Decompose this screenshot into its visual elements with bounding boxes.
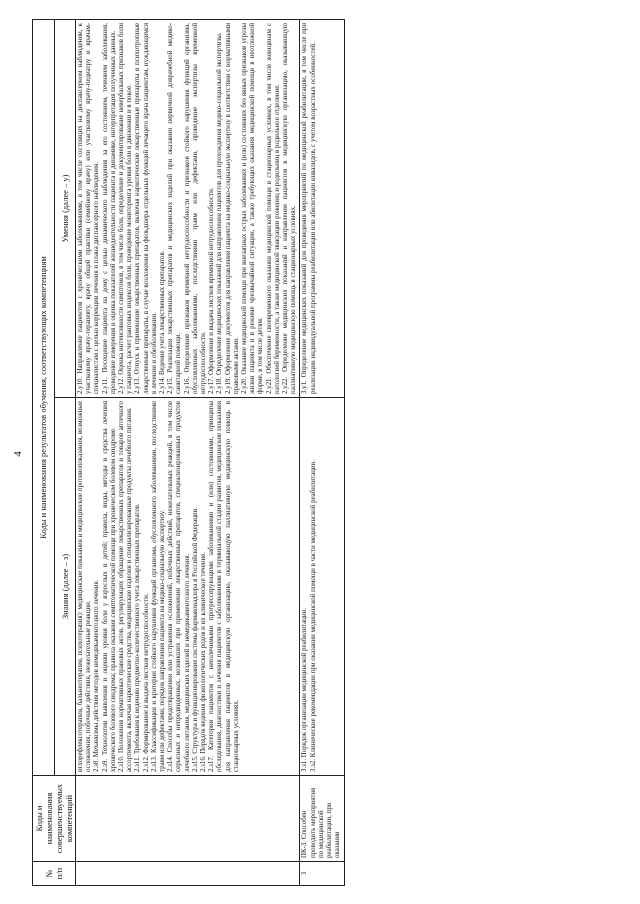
skill-item: 2.у10. Направление пациентов с хроническими заболеваниями, в том числе состоящих на диспансерном наблюдении, к участковому врачу-терапевту, врачу общей практики (семейному врачу) или участковому врачу-педиатру и врачам-специалистам с целью коррекции лечения и плана диспансерного наблюдения. (77, 22, 101, 394)
header-codes: Коды и наименования совершенствуемых компетенций (33, 776, 76, 862)
knowledge-item: 2.з12. Формирование и выдача листков нетрудоспособности. (142, 593, 150, 772)
skill-item: 2.у22. Определение медицинских показаний и направление пациентов в медицинскую организацию, оказывающую паллиативную медицинскую помощь в стационарных условиях. (282, 22, 298, 394)
knowledge-item: 2.з8. Механизмы действия методов немедикаментозного лечения. (93, 579, 101, 772)
skill-item: 2.у12. Оценка интенсивности симптомов, в том числе боли, определение и документирование невербальных признаков боли у пациента, расчет ранговых индексов боли, проведение мониторинга уровня боли в движении и в покое. (118, 22, 134, 394)
knowledge-item: 2.з15. Структура и функционирование системы фармаконадзора в Российской Федерации. (191, 507, 199, 772)
skill-item: 2.у16. Определение признаков временной нетрудоспособности и признаков стойкого нарушения функций организма, обусловленных заболеваниями, последствиями травм или дефектами, проведение экспертизы временной нетрудоспособности. (183, 22, 208, 394)
row2-num-cell (76, 862, 300, 886)
rotated-page (10, 14, 630, 894)
row2-skills-cell (76, 19, 300, 397)
results-table (32, 19, 345, 886)
row3-skills-cell (300, 19, 344, 397)
knowledge-item: 3.з1. Порядок организации медицинской реабилитации. (301, 608, 309, 772)
skill-item: 2.у11. Посещение пациента на дому с целью динамического наблюдения за его состоянием, течением заболевания, проведение измерения и оценка показателей жизнедеятельности пациента в динамике, интерпретация полученных данных. (101, 22, 117, 394)
header-skills: Умения (далее – у) (54, 19, 76, 397)
knowledge-item: 2.з17. Категории пациентов с неизлечимыми прогрессирующими заболеваниями и (или) состояниями, принципы обследования, диагностики и лечения пациентов с заболеваниями в терминальной стадии развития, медицинские показания для направления пациентов в медицинскую организацию, оказывающую паллиативную медицинскую помощь в стационарных условиях. (208, 401, 240, 772)
row2-competency-cell (76, 776, 300, 862)
table-header-row (33, 19, 55, 885)
knowledge-item: 2.з9. Технологии выявления и оценки уровня боли у взрослых и детей; правила, виды, методы и средства лечения хронического болевого синдрома; правила оказания симптоматической помощи при хроническом болевом синдроме. (101, 401, 117, 772)
row2-knowledge-cell (76, 398, 300, 776)
table-row (76, 19, 300, 885)
table-subheader-row (54, 19, 76, 885)
skill-item: 3.у1. Определение медицинских показаний для проведения мероприятий по медицинской реабилитации, в том числе при реализации индивидуальной программы реабилитации или абилитации инвалидов, с учетом возрастных особенностей. (301, 22, 317, 394)
skill-item: 2.у17. Оформление и выдача листков временной нетрудоспособности. (208, 187, 216, 394)
table-row (300, 19, 344, 885)
skill-item: 2.у20. Оказание медицинской помощи при внезапных острых заболеваниях и (или) состояниях без явных признаков угрозы жизни пациента и в режиме чрезвычайной ситуации, а также требующих оказания медицинской помощи в неотложной форме, в том числе детям. (241, 22, 265, 394)
skill-item: 2.у15. Реализация лекарственных препаратов и медицинских изделий при оказании первичной доврачебной медико-санитарной помощи. (167, 22, 183, 394)
header-num: № п/п (33, 862, 76, 886)
skill-item: 2.у18. Определение медицинских показаний для направления пациентов для прохождения медико-социальной экспертизы. (216, 32, 224, 394)
knowledge-item: 2.з14. Способы предотвращения или устранения осложнений, побочных действий, нежелательных реакций, в том числе серьезных и непредвиденных, возникших при применении лекарственных препаратов, специализированных продуктов лечебного питания, медицинских изделий и немедикаментозного лечения. (167, 401, 191, 772)
row3-knowledge-cell (300, 398, 344, 776)
row3-competency: ПК-3. Способен проводить мероприятия по медицинской реабилитации, при оказании (300, 776, 344, 862)
skill-item: 2.у13. Отпуск и применение лекарственных препаратов, включая наркотические лекарственные препараты и психотропные лекарственные препараты, в случае возложения на фельдшера отдельных функций лечащего врача пациентам, нуждающимся в лечении и обезболивании. (134, 22, 158, 394)
skill-item: 2.у19. Оформление документов для направления пациента на медико-социальную экспертизу в соответствии с нормативными правовыми актами. (224, 22, 240, 394)
knowledge-item: 2.з10. Положения нормативных правовых актов, регулирующих обращение лекарственных препаратов и товаров аптечного ассортимента, включая наркотические средства, медицинские изделия и специализированные продукты лечебного питания. (118, 401, 134, 772)
header-knowledge: Знания (далее – з) (54, 398, 76, 776)
knowledge-item: иглорефлексотерапия, бальнеотерапия, психотерапия): медицинские показания и медицинские противопоказания, возможные осложнения, побочные действия, нежелательные реакции. (77, 401, 93, 772)
knowledge-item: 2.з11. Требования к ведению предметно-количественного учета лекарственных препаратов. (134, 503, 142, 772)
knowledge-item: 2.з16. Порядок ведения физиологических родов и их клиническое течение. (200, 552, 208, 772)
page-number: 4 (12, 451, 24, 457)
skill-item: 2.у21. Обеспечение своевременного оказания медицинской помощи в стационарных условиях, в том числе женщинам с патологией беременности, а также медицинской эвакуации рожениц и родильниц в родильное отделение. (265, 22, 281, 394)
skill-item: 2.у14. Ведение учета лекарственных препаратов. (159, 250, 167, 394)
header-results: Коды и наименования результатов обучения, соответствующих компетенциям (33, 19, 55, 775)
row3-num: 3 (300, 862, 344, 886)
knowledge-item: 2.з13. Классификация и критерии стойкого нарушения функций организма, обусловленного заболеваниями, последствиями травм или дефектами, порядок направления пациента на медико-социальную экспертизу. (150, 401, 167, 772)
knowledge-item: 3.з2. Клинические рекомендации при оказании медицинской помощи в части медицинской реабилитации. (309, 460, 317, 772)
